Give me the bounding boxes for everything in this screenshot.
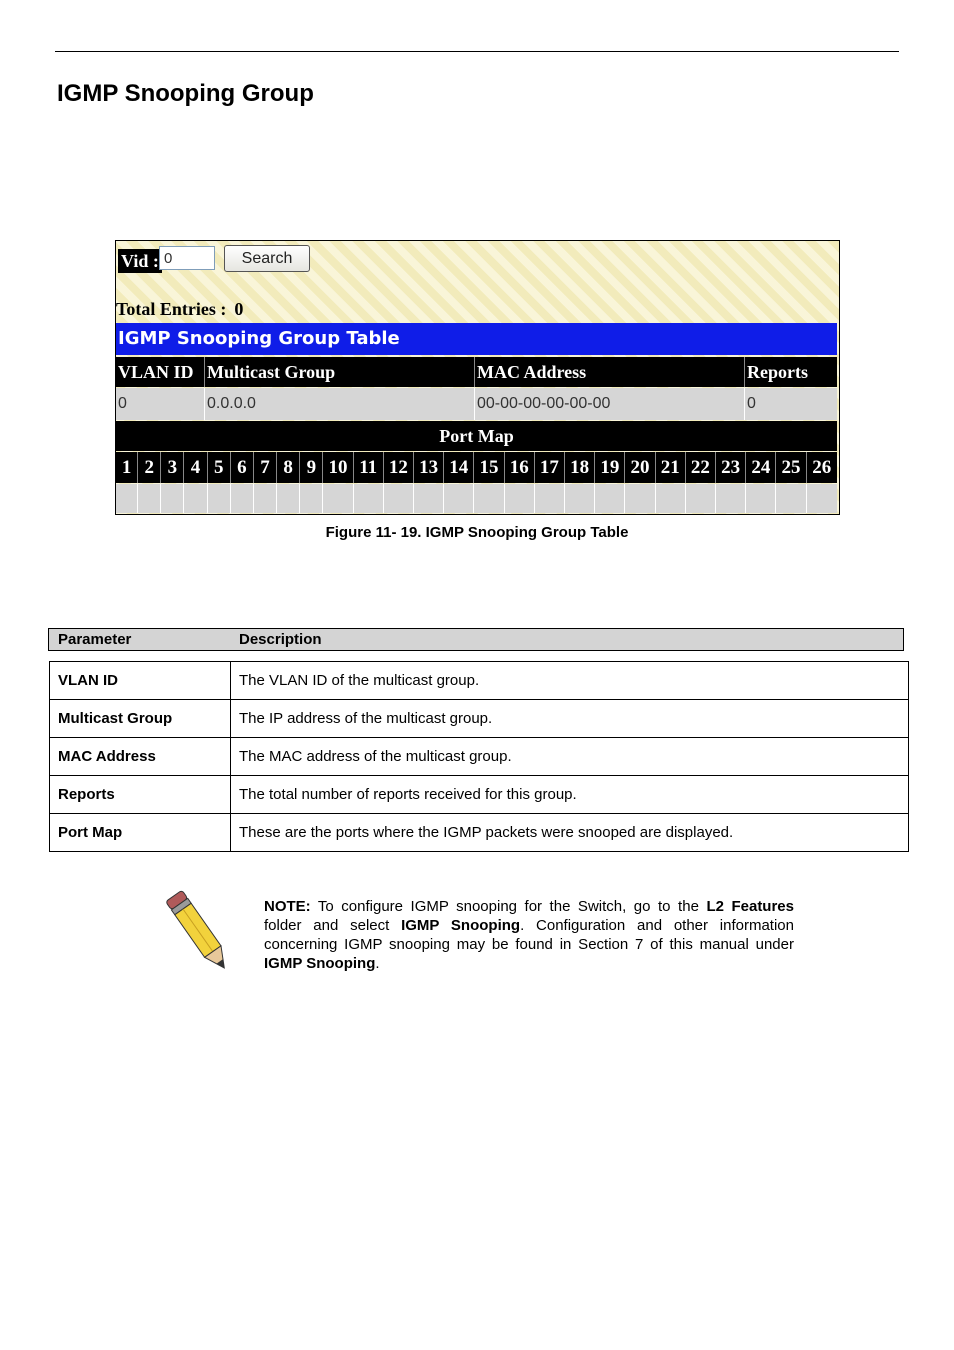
port-value-cell bbox=[277, 484, 300, 513]
port-number: 15 bbox=[474, 452, 504, 483]
port-number: 5 bbox=[208, 452, 231, 483]
table-row bbox=[116, 388, 837, 420]
cell-multicast-group: 0.0.0.0 bbox=[205, 388, 475, 420]
port-number: 8 bbox=[277, 452, 300, 483]
port-number: 19 bbox=[595, 452, 625, 483]
port-number: 1 bbox=[116, 452, 138, 483]
figure-caption: Figure 11- 19. IGMP Snooping Group Table bbox=[325, 524, 629, 541]
table-row bbox=[50, 776, 909, 814]
page-title: IGMP Snooping Group bbox=[57, 80, 314, 107]
header-rule bbox=[55, 51, 899, 52]
port-map-title: Port Map bbox=[116, 421, 837, 451]
port-value-cell bbox=[231, 484, 254, 513]
port-number: 24 bbox=[746, 452, 776, 483]
port-value-cell bbox=[625, 484, 655, 513]
note-bold-igmp-snooping: IGMP Snooping bbox=[264, 955, 376, 972]
param-name: MAC Address bbox=[50, 738, 231, 776]
param-name: Reports bbox=[50, 776, 231, 814]
total-entries-label: Total Entries : bbox=[116, 299, 227, 319]
port-value-cell bbox=[116, 484, 138, 513]
port-value-cell bbox=[354, 484, 384, 513]
cell-mac-address: 00-00-00-00-00-00 bbox=[475, 388, 745, 420]
port-value-cell bbox=[656, 484, 686, 513]
param-desc: These are the ports where the IGMP packets were snooped are displayed. bbox=[231, 814, 909, 852]
note-bold-l2-features: L2 Features bbox=[706, 898, 794, 915]
port-value-cell bbox=[807, 484, 837, 513]
col-mac-address: MAC Address bbox=[475, 357, 745, 387]
table-row bbox=[50, 738, 909, 776]
header-parameter: Parameter bbox=[58, 631, 132, 648]
table-header-row bbox=[116, 357, 837, 387]
pencil-icon bbox=[160, 883, 242, 983]
port-value-cell bbox=[444, 484, 474, 513]
igmp-group-screenshot bbox=[115, 240, 840, 515]
port-value-cell bbox=[414, 484, 444, 513]
port-value-cell bbox=[323, 484, 353, 513]
port-value-cell bbox=[300, 484, 323, 513]
col-vlan-id: VLAN ID bbox=[116, 357, 205, 387]
port-number: 11 bbox=[354, 452, 384, 483]
note-bold-igmp-snooping: IGMP Snooping bbox=[401, 917, 521, 934]
total-entries-value: 0 bbox=[234, 299, 244, 319]
port-value-cell bbox=[138, 484, 161, 513]
port-value-cell bbox=[161, 484, 184, 513]
port-value-cell bbox=[474, 484, 504, 513]
port-number: 4 bbox=[184, 452, 207, 483]
port-value-cell bbox=[746, 484, 776, 513]
note-text-part: To configure IGMP snooping for the Switch, go to the bbox=[310, 898, 707, 915]
port-number: 9 bbox=[300, 452, 323, 483]
port-number: 7 bbox=[254, 452, 277, 483]
port-value-cell bbox=[565, 484, 595, 513]
param-name: Port Map bbox=[50, 814, 231, 852]
table-row bbox=[50, 814, 909, 852]
note-text bbox=[264, 897, 794, 973]
port-number: 3 bbox=[161, 452, 184, 483]
param-name: VLAN ID bbox=[50, 662, 231, 700]
port-number: 18 bbox=[565, 452, 595, 483]
port-number: 14 bbox=[444, 452, 474, 483]
search-button[interactable]: Search bbox=[224, 245, 310, 272]
port-value-cell bbox=[535, 484, 565, 513]
port-value-cell bbox=[184, 484, 207, 513]
param-desc: The MAC address of the multicast group. bbox=[231, 738, 909, 776]
port-number: 10 bbox=[323, 452, 353, 483]
port-value-cell bbox=[776, 484, 806, 513]
param-table-header bbox=[48, 628, 904, 651]
port-number: 23 bbox=[716, 452, 746, 483]
header-description: Description bbox=[239, 631, 322, 648]
port-number-row bbox=[116, 452, 837, 483]
vid-input[interactable] bbox=[159, 246, 215, 270]
port-value-cell bbox=[254, 484, 277, 513]
port-value-cell bbox=[595, 484, 625, 513]
vid-label: Vid : bbox=[118, 249, 162, 273]
port-number: 21 bbox=[656, 452, 686, 483]
port-number: 17 bbox=[535, 452, 565, 483]
note-text-part: . bbox=[375, 955, 380, 972]
port-number: 26 bbox=[812, 457, 832, 478]
note-label: NOTE: bbox=[264, 898, 311, 915]
port-number: 22 bbox=[686, 452, 716, 483]
cell-reports: 0 bbox=[747, 395, 756, 412]
table-title: IGMP Snooping Group Table bbox=[116, 323, 837, 355]
port-value-cell bbox=[716, 484, 746, 513]
col-multicast-group: Multicast Group bbox=[205, 357, 475, 387]
param-desc: The total number of reports received for this group. bbox=[231, 776, 909, 814]
table-row bbox=[50, 662, 909, 700]
cell-vlan-id: 0 bbox=[116, 388, 205, 420]
port-value-cell bbox=[208, 484, 231, 513]
port-value-row bbox=[116, 484, 837, 513]
port-number: 16 bbox=[505, 452, 535, 483]
col-reports: Reports bbox=[747, 362, 808, 382]
port-number: 6 bbox=[231, 452, 254, 483]
total-entries bbox=[116, 299, 243, 320]
port-number: 12 bbox=[384, 452, 414, 483]
table-row bbox=[50, 700, 909, 738]
port-number: 20 bbox=[625, 452, 655, 483]
note-text-part: . Configuration and other information concerning IGMP snooping may be found in Section 7 of this manual under bbox=[264, 917, 794, 953]
port-number: 13 bbox=[414, 452, 444, 483]
port-number: 2 bbox=[138, 452, 161, 483]
port-value-cell bbox=[505, 484, 535, 513]
port-value-cell bbox=[686, 484, 716, 513]
param-desc: The IP address of the multicast group. bbox=[231, 700, 909, 738]
param-desc: The VLAN ID of the multicast group. bbox=[231, 662, 909, 700]
param-table bbox=[49, 661, 909, 852]
port-number: 25 bbox=[776, 452, 806, 483]
note-text-part: folder and select bbox=[264, 917, 402, 934]
param-name: Multicast Group bbox=[50, 700, 231, 738]
port-value-cell bbox=[384, 484, 414, 513]
